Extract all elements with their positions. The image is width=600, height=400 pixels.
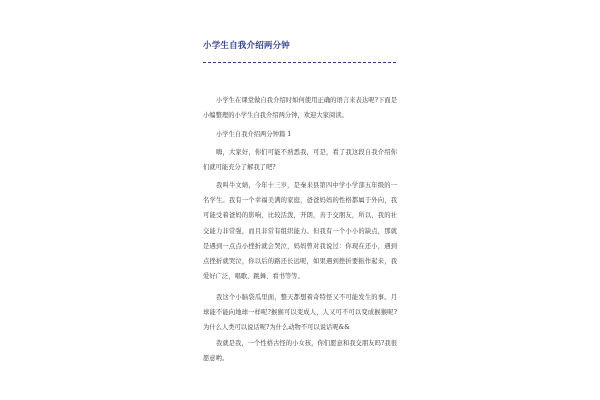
section-heading: 小学生自我介绍两分钟篇 1	[216, 131, 292, 138]
body-paragraph-2: 我叫牛文婧，今年十三岁，是秦来县第四中学小学部五年级的一名学生。我有一个幸福美满的家庭，爸爸妈妈的性格都属于外向，我可能受着爸妈的影响，比较活泼，开朗，善于交朋友，所以，我的社交能力非常强，而且非常有组织能力。但我有一个小小的缺点，那就是遇到一点点小挫折就会哭泣，妈妈曾对我说过：你现在还小，遇到点挫折就哭泣，你以后的路还长远呢，如果遇到挫折要振作起来，我爱好广泛，唱歌、跳舞、看书等等。	[203, 182, 397, 281]
document-title: 小学生自我介绍两分钟	[203, 41, 291, 51]
body-paragraph-3: 我这个小脑袋瓜里面，整天都想着奇特怪又不可能发生的事。月球能不能向地球一样呢?猴猴可以变成人，人又可不可以变成猴猴呢?为什么人类可以说话呢?为什么动物不可以说话呢&&	[203, 294, 397, 332]
body-paragraph-4: 我就是我，一个性格古怪的小女孩，你们愿意和我交朋友吗?我很愿意哟。	[203, 340, 397, 363]
title-divider	[203, 62, 396, 63]
body-paragraph-1: 嗨，大家好，你们可能不熟悉我，可是，看了我这段自我介绍你们就可能充分了解我了吧?	[203, 149, 397, 172]
intro-paragraph: 小学生在课堂做自我介绍时如何使用正确的语言来表达呢?下面是小编整理的小学生自我介绍两分钟，欢迎大家阅读。	[203, 97, 397, 120]
